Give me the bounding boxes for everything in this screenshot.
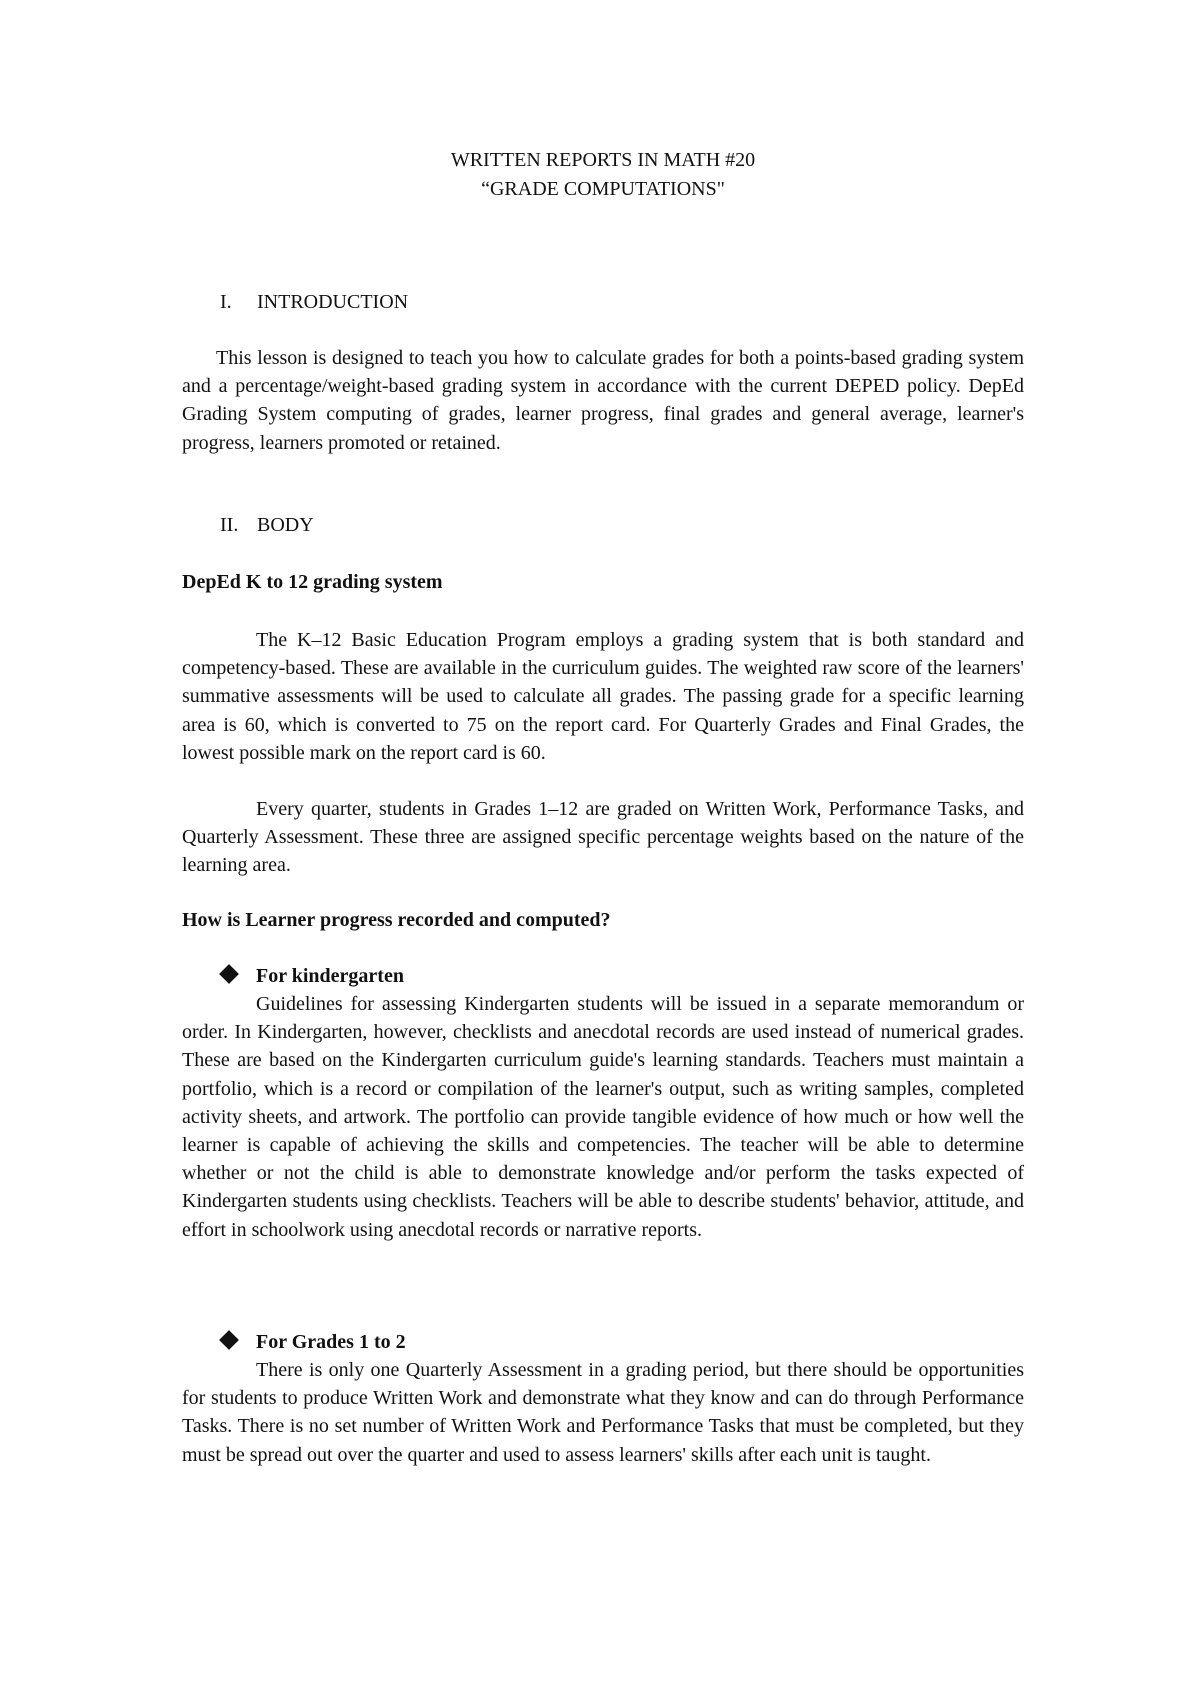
bullet-heading-label: For Grades 1 to 2 (256, 1331, 406, 1353)
section-number: I. (220, 291, 232, 313)
subheading-grading-system: DepEd K to 12 grading system (182, 571, 443, 593)
diamond-bullet-icon (219, 964, 239, 984)
subheading-learner-progress: How is Learner progress recorded and computed? (182, 909, 611, 931)
kindergarten-paragraph: Guidelines for assessing Kindergarten students will be issued in a separate memorandum or order. In Kindergarten, however, checklists and anecdotal records are used instead of numerical grades. These are based on the Kindergarten curriculum guide's learning standards. Teachers must maintain a portfolio, which is a record or compilation of the learner's output, such as writing samples, completed activity sheets, and artwork. The portfolio can provide tangible evidence of how much or how well the learner is capable of achieving the skills and competencies. The teacher will be able to determine whether or not the child is able to demonstrate knowledge and/or perform the tasks expected of Kindergarten students using checklists. Teachers will be able to describe students' behavior, attitude, and effort in schoolwork using anecdotal records or narrative reports. (182, 993, 1024, 1241)
title-line-2: “GRADE COMPUTATIONS" (481, 178, 725, 200)
grading-system-paragraph-1: The K–12 Basic Education Program employs a grading system that is both standard and competency-based. These are available in the curriculum guides. The weighted raw score of the learners' summative assessments will be used to calculate all grades. The passing grade for a specific learning area is 60, which is converted to 75 on the report card. For Quarterly Grades and Final Grades, the lowest possible mark on the report card is 60. (182, 629, 1024, 764)
bullet-kindergarten (218, 962, 404, 990)
section-introduction-heading (220, 288, 408, 316)
document-title (182, 146, 1024, 204)
bullet-heading-label: For kindergarten (256, 965, 404, 987)
section-body-heading (220, 511, 314, 539)
section-title: INTRODUCTION (257, 291, 409, 313)
grading-system-paragraph-2: Every quarter, students in Grades 1–12 are graded on Written Work, Performance Tasks, and Quarterly Assessment. These three are assigned specific percentage weights based on the nature of the learning area. (182, 798, 1024, 877)
introduction-paragraph: This lesson is designed to teach you how to calculate grades for both a points-based grading system and a percentage/weight-based grading system in accordance with the current DEPED policy. DepEd Grading System computing of grades, learner progress, final grades and general average, learner's progress, learners promoted or retained. (182, 347, 1024, 454)
diamond-bullet-icon (219, 1330, 239, 1350)
section-title: BODY (257, 514, 314, 536)
title-line-1: WRITTEN REPORTS IN MATH #20 (450, 149, 756, 171)
grades-1-to-2-paragraph: There is only one Quarterly Assessment in a grading period, but there should be opportunities for students to produce Written Work and demonstrate what they know and can do through Performance Tasks. There is no set number of Written Work and Performance Tasks that must be completed, but they must be spread out over the quarter and used to assess learners' skills after each unit is taught. (182, 1359, 1024, 1466)
bullet-grades-1-to-2 (218, 1328, 406, 1356)
section-number: II. (220, 514, 239, 536)
